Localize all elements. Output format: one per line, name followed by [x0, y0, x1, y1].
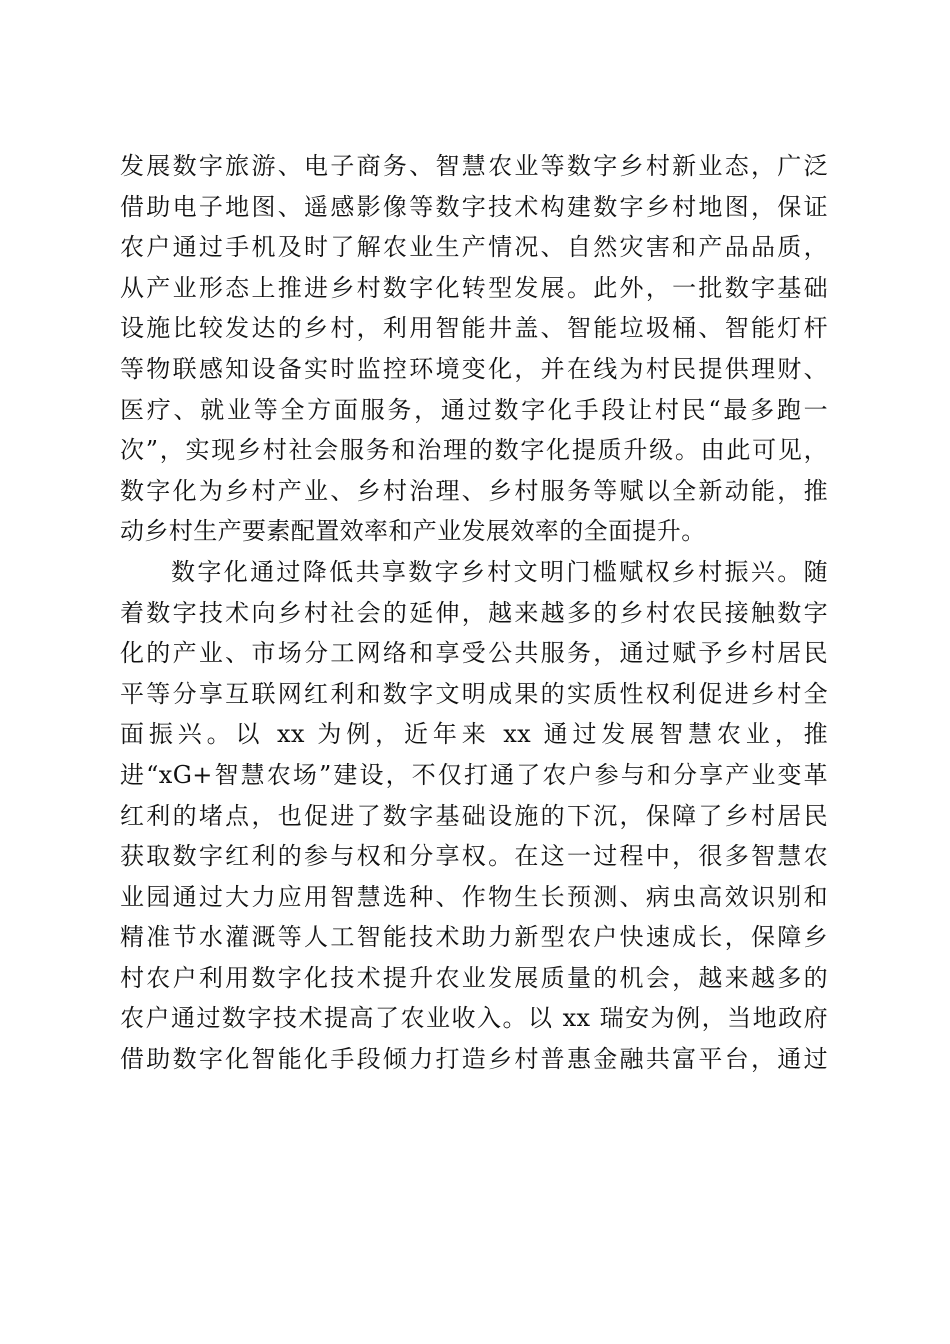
text-line: 农户通过手机及时了解农业生产情况、自然灾害和产品品质， [120, 233, 828, 262]
paragraph-1 [120, 146, 828, 552]
text-line: 获取数字红利的参与权和分享权。在这一过程中，很多智慧农 [120, 842, 828, 871]
document-page [120, 146, 828, 1080]
text-line: 借助数字化智能化手段倾力打造乡村普惠金融共富平台，通过 [120, 1045, 828, 1074]
text-line: 平等分享互联网红利和数字文明成果的实质性权利促进乡村全 [120, 679, 828, 708]
text-line: 设施比较发达的乡村，利用智能井盖、智能垃圾桶、智能灯杆 [120, 314, 828, 343]
paragraph-2 [120, 552, 828, 1080]
text-line: 数字化为乡村产业、乡村治理、乡村服务等赋以全新动能，推 [120, 476, 828, 505]
text-line: 进“xG+智慧农场”建设，不仅打通了农户参与和分享产业变革 [120, 760, 828, 789]
text-line: 着数字技术向乡村社会的延伸，越来越多的乡村农民接触数字 [120, 598, 828, 627]
text-line: 面振兴。以 xx 为例，近年来 xx 通过发展智慧农业，推 [120, 720, 828, 749]
text-line: 数字化通过降低共享数字乡村文明门槛赋权乡村振兴。随 [171, 557, 828, 586]
text-line: 业园通过大力应用智慧选种、作物生长预测、病虫高效识别和 [120, 882, 828, 911]
text-line: 从产业形态上推进乡村数字化转型发展。此外，一批数字基础 [120, 273, 828, 302]
text-line: 等物联感知设备实时监控环境变化，并在线为村民提供理财、 [120, 354, 828, 383]
text-line: 医疗、就业等全方面服务，通过数字化手段让村民“最多跑一 [120, 395, 828, 424]
text-line: 村农户利用数字化技术提升农业发展质量的机会，越来越多的 [120, 963, 828, 992]
text-line: 农户通过数字技术提高了农业收入。以 xx 瑞安为例，当地政府 [120, 1004, 828, 1033]
text-line: 精准节水灌溉等人工智能技术助力新型农户快速成长，保障乡 [120, 923, 828, 952]
text-line: 次”，实现乡村社会服务和治理的数字化提质升级。由此可见， [120, 436, 828, 465]
text-line: 发展数字旅游、电子商务、智慧农业等数字乡村新业态，广泛 [120, 152, 828, 180]
text-line: 借助电子地图、遥感影像等数字技术构建数字乡村地图，保证 [120, 192, 828, 221]
text-line: 红利的堵点，也促进了数字基础设施的下沉，保障了乡村居民 [120, 801, 828, 830]
text-line: 化的产业、市场分工网络和享受公共服务，通过赋予乡村居民 [120, 639, 828, 668]
text-line: 动乡村生产要素配置效率和产业发展效率的全面提升。 [120, 517, 706, 546]
